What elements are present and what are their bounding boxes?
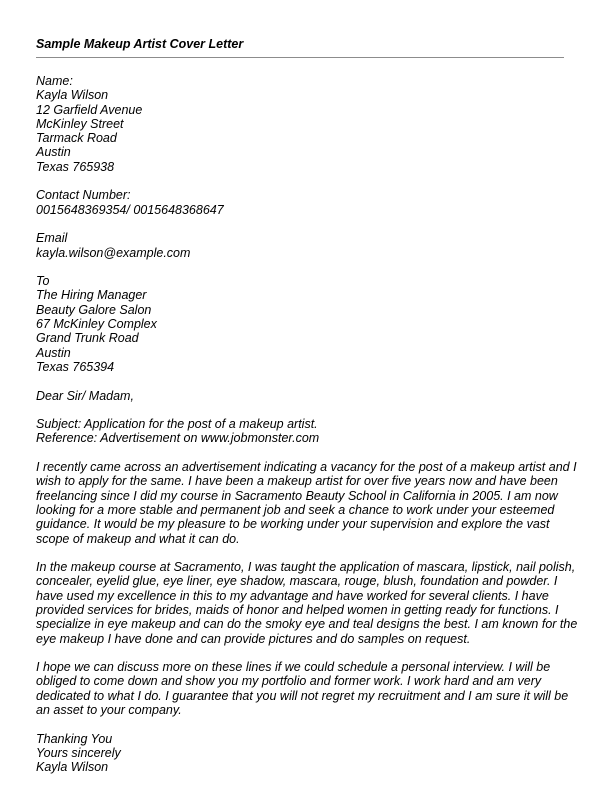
sender-address-line: Texas 765938 (36, 159, 115, 174)
closing-line: Yours sincerely (36, 745, 121, 760)
recipient-line: 67 McKinley Complex (36, 317, 157, 332)
paragraph-line: concealer, eyelid glue, eye liner, eye shadow, mascara, rouge, blush, foundation and powder. I (36, 574, 558, 589)
paragraph-line: specialize in eye makeup and can do the smoky eye and teal designs the best. I am known for the (36, 617, 578, 632)
subject-block (36, 417, 572, 446)
paragraph-line: looking for a more stable and permanent job and seek a chance to work under your esteemed (36, 502, 555, 517)
email-label: Email (36, 231, 68, 246)
recipient-line: The Hiring Manager (36, 288, 147, 303)
contact-label: Contact Number: (36, 188, 131, 203)
closing-line: Thanking You (36, 731, 113, 746)
contact-block (36, 188, 572, 217)
salutation (36, 389, 572, 403)
paragraph-line: guidance. It would be my pleasure to be working under your supervision and explore the vast (36, 517, 550, 532)
body-paragraph (36, 460, 577, 546)
letter-body (36, 74, 578, 789)
recipient-line: Grand Trunk Road (36, 331, 139, 346)
paragraph-line: provided services for brides, maids of honor and helped women in getting ready for functions. I (36, 602, 559, 617)
recipient-block (36, 274, 572, 374)
sender-address-line: 12 Garfield Avenue (36, 102, 143, 117)
sender-address-line: Tarmack Road (36, 131, 117, 146)
paragraph-line: scope of makeup and what it can do. (36, 531, 240, 546)
contact-number: 0015648369354/ 0015648368647 (36, 202, 224, 217)
sender-block (36, 74, 572, 174)
closing-block (36, 732, 572, 775)
sender-address-line: McKinley Street (36, 116, 124, 131)
salutation-text: Dear Sir/ Madam, (36, 388, 134, 403)
paragraph-line: In the makeup course at Sacramento, I was taught the application of mascara, lipstick, nail polish, (36, 560, 576, 575)
sender-label: Name: (36, 74, 73, 88)
reference-line: Reference: Advertisement on www.jobmonster.com (36, 431, 320, 446)
recipient-label: To (36, 274, 50, 289)
recipient-line: Texas 765394 (36, 359, 115, 374)
subject-line: Subject: Application for the post of a makeup artist. (36, 417, 318, 432)
recipient-line: Austin (36, 345, 71, 360)
paragraph-line: eye makeup I have done and can provide pictures and do samples on request. (36, 631, 471, 646)
body-paragraph (36, 560, 578, 646)
recipient-line: Beauty Galore Salon (36, 302, 152, 317)
paragraph-line: I recently came across an advertisement indicating a vacancy for the post of a makeup artist and I (36, 460, 577, 475)
body-paragraph (36, 660, 568, 717)
sender-name: Kayla Wilson (36, 88, 109, 103)
email-address: kayla.wilson@example.com (36, 245, 191, 260)
page-title: Sample Makeup Artist Cover Letter (36, 37, 244, 51)
paragraph-line: I hope we can discuss more on these lines if we could schedule a personal interview. I will be (36, 660, 551, 675)
paragraph-line: freelancing since I did my course in Sacramento Beauty School in California in 2005. I am now (36, 488, 558, 503)
title-divider (36, 57, 564, 58)
signature-name: Kayla Wilson (36, 760, 109, 775)
sender-address-line: Austin (36, 145, 71, 160)
email-block (36, 231, 572, 260)
paragraph-line: obliged to come down and show you my portfolio and former work. I work hard and am very (36, 674, 542, 689)
paragraph-line: have used my excellence in this to my advantage and have worked for several clients. I have (36, 588, 549, 603)
paragraph-line: an asset to your company. (36, 703, 182, 718)
paragraph-line: dedicated to what I do. I guarantee that you will not regret my recruitment and I am sure it will be (36, 688, 569, 703)
paragraph-line: wish to apply for the same. I have been a makeup artist for over five years now and have been (36, 474, 558, 489)
